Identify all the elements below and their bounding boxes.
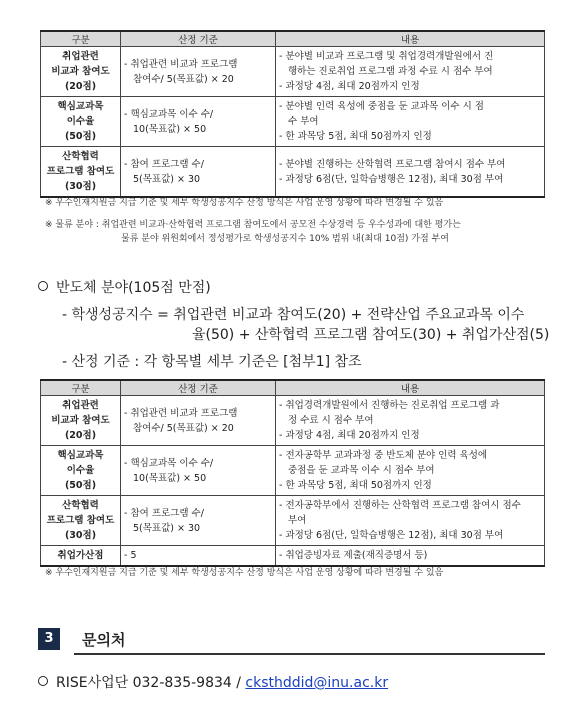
table-row <box>41 396 545 446</box>
category-text: (20점) <box>64 81 97 92</box>
criteria-cell <box>121 446 276 496</box>
content-text: 정 수료 시 점수 부여 <box>288 415 374 426</box>
content-text: - 과정당 4점, 최대 20점까지 인정 <box>279 430 420 441</box>
criteria-text: - 참여 프로그램 수/ <box>124 158 204 170</box>
category-text: 이수율 <box>66 465 95 476</box>
content-text: - 전자공학부 교과과정 중 반도체 분야 인력 육성에 <box>279 450 488 461</box>
criteria-cell <box>121 496 276 546</box>
criteria-text: 10(목표값) × 50 <box>133 472 207 484</box>
content-text: - 취업증빙자료 제출(재직증명서 등) <box>279 550 428 561</box>
contact-email-link[interactable]: cksthddid@inu.ac.kr <box>245 675 389 691</box>
content-cell <box>276 97 545 147</box>
category-text: (30점) <box>64 181 97 192</box>
category-text: (20점) <box>64 430 97 441</box>
content-cell <box>276 446 545 496</box>
content-text: - 한 과목당 5점, 최대 50점까지 인정 <box>279 480 432 491</box>
table-row <box>41 47 545 97</box>
section-semiconductor-title: 반도체 분야(105점 만점) <box>56 280 211 296</box>
category-cell <box>41 396 121 446</box>
content-cell <box>276 147 545 198</box>
content-text: - 과정당 6점(단, 일학습병행은 12점), 최대 30점 부여 <box>279 530 504 541</box>
category-text: 비교과 참여도 <box>51 66 110 77</box>
circle-bullet-icon <box>38 676 48 686</box>
table-row <box>41 546 545 567</box>
table-row <box>41 496 545 546</box>
criteria-text: 10(목표값) × 50 <box>133 123 207 135</box>
criteria-table-1 <box>40 30 545 198</box>
content-text: 중점을 둔 교과목 이수 시 점수 부여 <box>288 465 435 476</box>
circle-bullet-icon <box>38 281 48 291</box>
category-cell <box>41 97 121 147</box>
criteria-cell <box>121 47 276 97</box>
criteria-cell <box>121 396 276 446</box>
category-cell <box>41 47 121 97</box>
category-cell <box>41 446 121 496</box>
footnote-logistics-line1: ※ 물류 분야 : 취업관련 비교과·산학협력 프로그램 참여도에서 공모전 수상경력 등 우수성과에 대한 평가는 <box>45 220 461 230</box>
criteria-reference: - 산정 기준 : 각 항목별 세부 기준은 [첨부1] 참조 <box>62 354 362 370</box>
contact-label: RISE사업단 032-835-9834 / <box>56 675 246 691</box>
section-contact-title: 문의처 <box>82 631 126 649</box>
criteria-text: - 핵심교과목 이수 수/ <box>124 457 214 469</box>
category-cell <box>41 147 121 198</box>
category-text: 비교과 참여도 <box>51 415 110 426</box>
category-text: 취업가산점 <box>57 550 104 561</box>
content-text: 수 부여 <box>288 116 319 127</box>
col-header-content: 내용 <box>276 380 545 396</box>
category-text: (50점) <box>64 131 97 142</box>
content-text: - 한 과목당 5점, 최대 50점까지 인정 <box>279 131 432 142</box>
criteria-text: - 참여 프로그램 수/ <box>124 507 204 519</box>
criteria-text: - 핵심교과목 이수 수/ <box>124 108 214 120</box>
content-text: 행하는 진로취업 프로그램 과정 수료 시 점수 부여 <box>288 66 493 77</box>
criteria-cell <box>121 546 276 567</box>
criteria-text: 참여수/ 5(목표값) × 20 <box>133 73 234 85</box>
section-number-badge: 3 <box>38 628 60 650</box>
category-text: 프로그램 참여도 <box>46 166 115 177</box>
category-cell <box>41 546 121 567</box>
category-text: (50점) <box>64 480 97 491</box>
content-text: - 과정당 4점, 최대 20점까지 인정 <box>279 81 420 92</box>
category-text: (30점) <box>64 530 97 541</box>
criteria-text: 5(목표값) × 30 <box>133 522 201 534</box>
criteria-text: - 5 <box>124 550 137 561</box>
content-text: - 취업경력개발원에서 진행하는 진로취업 프로그램 과 <box>279 400 500 411</box>
category-text: 핵심교과목 <box>57 101 104 112</box>
category-text: 산학협력 <box>62 500 99 511</box>
category-text: 취업관련 <box>62 400 99 411</box>
col-header-category: 구분 <box>41 31 121 47</box>
content-text: - 분야별 인력 육성에 중점을 둔 교과목 이수 시 점 <box>279 101 484 112</box>
category-text: 핵심교과목 <box>57 450 104 461</box>
footnote-change-notice: ※ 우수인재지원금 지급 기준 및 세부 학생성공지수 산정 방식은 사업 운영 상황에 따라 변경될 수 있음 <box>45 198 444 208</box>
footnote-logistics <box>45 218 545 246</box>
category-text: 프로그램 참여도 <box>46 515 115 526</box>
formula-line-2: 율(50) + 산학협력 프로그램 참여도(30) + 취업가산점(5) <box>192 327 550 343</box>
criteria-text: - 취업관련 비교과 프로그램 <box>124 407 238 419</box>
content-text: - 분야별 비교과 프로그램 및 취업경력개발원에서 진 <box>279 51 494 62</box>
content-text: - 과정당 6점(단, 일학습병행은 12점), 최대 30점 부여 <box>279 173 504 185</box>
col-header-content: 내용 <box>276 31 545 47</box>
content-cell <box>276 546 545 567</box>
category-text: 산학협력 <box>62 151 99 162</box>
category-text: 취업관련 <box>62 51 99 62</box>
criteria-table-2 <box>40 379 545 567</box>
category-text: 이수율 <box>66 116 95 127</box>
section-divider <box>74 653 545 655</box>
col-header-criteria: 산정 기준 <box>121 380 276 396</box>
table-row <box>41 97 545 147</box>
formula-line-1: - 학생성공지수 = 취업관련 비교과 참여도(20) + 전략산업 주요교과목 이수 <box>62 307 525 323</box>
criteria-text: - 취업관련 비교과 프로그램 <box>124 58 238 70</box>
col-header-category: 구분 <box>41 380 121 396</box>
content-text: 부여 <box>288 515 307 526</box>
content-text: - 분야별 진행하는 산학협력 프로그램 참여시 점수 부여 <box>279 158 506 170</box>
criteria-cell <box>121 147 276 198</box>
content-text: - 전자공학부에서 진행하는 산학협력 프로그램 참여시 점수 <box>279 500 521 511</box>
criteria-cell <box>121 97 276 147</box>
criteria-text: 참여수/ 5(목표값) × 20 <box>133 422 234 434</box>
content-cell <box>276 47 545 97</box>
category-cell <box>41 496 121 546</box>
col-header-criteria: 산정 기준 <box>121 31 276 47</box>
content-cell <box>276 496 545 546</box>
footnote-logistics-line2: 물류 분야 위원회에서 정성평가로 학생성공지수 10% 범위 내(최대 10점) 가점 부여 <box>121 234 449 244</box>
footnote-change-notice-2: ※ 우수인재지원금 지급 기준 및 세부 학생성공지수 산정 방식은 사업 운영 상황에 따라 변경될 수 있음 <box>45 568 444 578</box>
contact-line <box>38 672 388 692</box>
section-semiconductor-heading <box>38 277 211 297</box>
criteria-text: 5(목표값) × 30 <box>133 173 201 185</box>
content-cell <box>276 396 545 446</box>
table-row <box>41 446 545 496</box>
table-row <box>41 147 545 198</box>
